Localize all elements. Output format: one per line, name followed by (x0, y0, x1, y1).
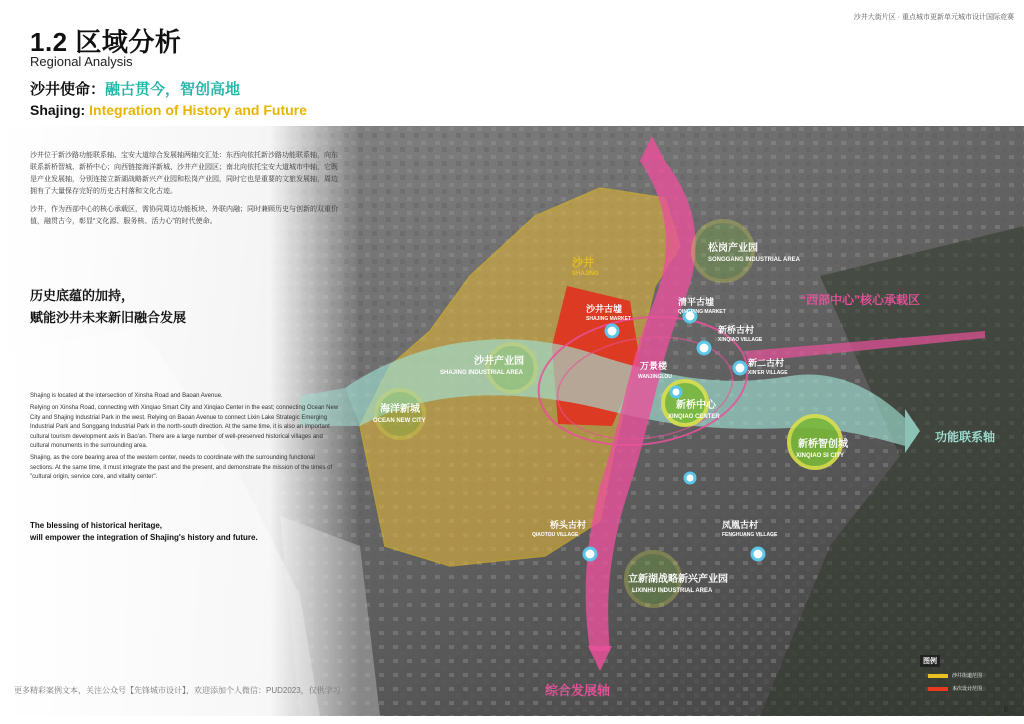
label-function-axis: 功能联系轴 (935, 430, 996, 444)
intro-en-para-2: Relying on Xinsha Road, connecting with Xinqiao Smart City and Xinqiao Center in the east; connecting Ocean New City and Shajing Industrial Park in the west. Relying on Baoan Avenue to connect Lixin Lake Strategic Emerging Industrial Park and Songgang Industrial Park in the north-south direction. At the same time, it is also an important cultural tourism development axis in Bao'an. There are a large number of well-preserved historical villages and cultural monuments in the surrounding area. (30, 405, 339, 450)
label-fenghuang-cn: 凤凰古村 (722, 520, 759, 530)
legend-label-design: 本次设计范围 (952, 686, 983, 692)
label-lixinhu-en: LIXINHU INDUSTRIAL AREA (632, 588, 713, 594)
label-xinqiao-si-en: XINQIAO SI CITY (796, 453, 845, 459)
mission-cn (30, 78, 240, 99)
label-songgang-en: SONGGANG INDUSTRIAL AREA (708, 257, 801, 263)
label-xinqiao-village-en: XINQIAO VILLAGE (718, 337, 763, 343)
intro-en-para-1: Shajing is located at the intersection of Xinsha Road and Baoan Avenue. (30, 393, 223, 399)
label-xinqiao-center-cn: 新桥中心 (676, 400, 716, 411)
label-xinqiao-village-cn: 新桥古村 (718, 325, 755, 335)
footer-note: 更多精彩案例文本，关注公众号【先锋城市设计】，欢迎添加个人微信：PUD2023，仅供学习 (14, 686, 341, 695)
legend-swatch-red (928, 687, 948, 691)
label-xinqiao-si-cn: 新桥智创城 (798, 439, 848, 450)
label-industrial-cn: 沙井产业园 (474, 356, 524, 367)
intro-en (30, 392, 340, 486)
dot-qiaotou (584, 548, 596, 560)
project-note: 沙井大街片区 · 重点城市更新单元城市设计国际竞赛 (853, 14, 1014, 21)
heritage-heading-en-line-1: The blessing of historical heritage, (30, 521, 163, 530)
dot-fenghuang (752, 548, 764, 560)
label-fenghuang-en: FENGHUANG VILLAGE (722, 532, 778, 538)
heritage-heading-en (30, 520, 258, 544)
label-ocean-cn: 海洋新城 (380, 404, 420, 415)
intro-en-para-3: Shajing, as the core bearing area of the western center, needs to coordinate with the surrounding functional sections. At the same time, it must integrate the past and the present, and demonstrate the mission of the times of "cultural origin, service core, and vitality center". (30, 455, 333, 481)
label-wanjinglou-cn: 万景楼 (640, 361, 668, 371)
map-legend (920, 655, 1020, 705)
dot-xinqiao-village (698, 342, 710, 354)
page-number: 8 (1003, 705, 1008, 714)
intro-cn (30, 150, 340, 234)
dot-xiner (734, 362, 746, 374)
heritage-heading-cn (30, 285, 186, 329)
dot-xinqiao-si (685, 473, 695, 483)
label-comprehensive-axis: 综合发展轴 (545, 683, 611, 698)
mission-cn-highlight: 融古贯今，智创高地 (105, 81, 241, 98)
label-west-center: “西部中心”核心承载区 (800, 293, 921, 307)
label-qiaotou-en: QIAOTOU VILLAGE (532, 532, 579, 538)
heritage-heading-cn-line-2: 赋能沙井未来新旧融合发展 (30, 310, 187, 325)
label-qingping-cn: 清平古墟 (678, 297, 715, 307)
heritage-heading-cn-line-1: 历史底蕴的加持， (30, 288, 135, 303)
legend-label-shajing: 沙井街道范围 (952, 673, 983, 679)
label-xinqiao-center-en: XINQIAO CENTER (668, 414, 720, 420)
legend-item-shajing (928, 672, 982, 679)
label-qingping-en: QINGPING MARKET (678, 309, 726, 315)
label-shajing-market-cn: 沙井古墟 (586, 304, 623, 314)
legend-swatch-yellow (928, 674, 948, 678)
node-shajing-industrial (488, 344, 536, 392)
legend-item-design (928, 685, 982, 692)
mission-en-prefix: Shajing: (30, 102, 90, 118)
mission-cn-prefix: 沙井使命： (30, 81, 106, 98)
label-shajing-en: SHAJING (572, 271, 599, 277)
intro-cn-para-1: 沙井位于新沙路功能联系轴、宝安大道综合发展轴两轴交汇处：东西向依托新沙路功能联系轴，向东联系新桥智城、新桥中心；向西链接海洋新城、沙井产业园区；南北向依托宝安大道城市中轴，它既是产业发展轴，分别连接立新湖战略新兴产业园和松岗产业园，同时它也是重要的文旅发展轴，周边拥有了大量保存完好的历史古村落和文化古迹。 (30, 152, 338, 195)
label-songgang-cn: 松岗产业园 (708, 243, 758, 254)
mission-en-highlight: Integration of History and Future (89, 102, 307, 118)
label-ocean-en: OCEAN NEW CITY (373, 418, 426, 424)
label-industrial-en: SHAJING INDUSTRIAL AREA (440, 370, 524, 376)
dot-wanjinglou (671, 387, 681, 397)
label-shajing-cn: 沙井 (572, 257, 594, 269)
label-wanjinglou-en: WANJINGLOU (638, 374, 672, 380)
dot-shajing-market (606, 325, 618, 337)
label-xiner-cn: 新二古村 (748, 358, 785, 368)
label-shajing-market-en: SHAJING MARKET (586, 316, 632, 322)
page-title: 1.2 区域分析 (30, 27, 182, 57)
legend-title: 图例 (920, 655, 940, 667)
label-lixinhu-cn: 立新湖战略新兴产业园 (628, 574, 728, 585)
label-qiaotou-cn: 桥头古村 (550, 520, 587, 530)
label-xiner-en: XIN'ER VILLAGE (748, 370, 788, 376)
page-subtitle: Regional Analysis (30, 54, 133, 69)
intro-cn-para-2: 沙井，作为西部中心的核心承载区，需协同周边功能板块、外联内融；同时兼顾历史与创新的双重价值，融贯古今，彰显“文化源、服务核、活力心”的时代使命。 (30, 206, 338, 225)
mission-en (30, 102, 307, 118)
heritage-heading-en-line-2: will empower the integration of Shajing's history and future. (30, 533, 258, 542)
